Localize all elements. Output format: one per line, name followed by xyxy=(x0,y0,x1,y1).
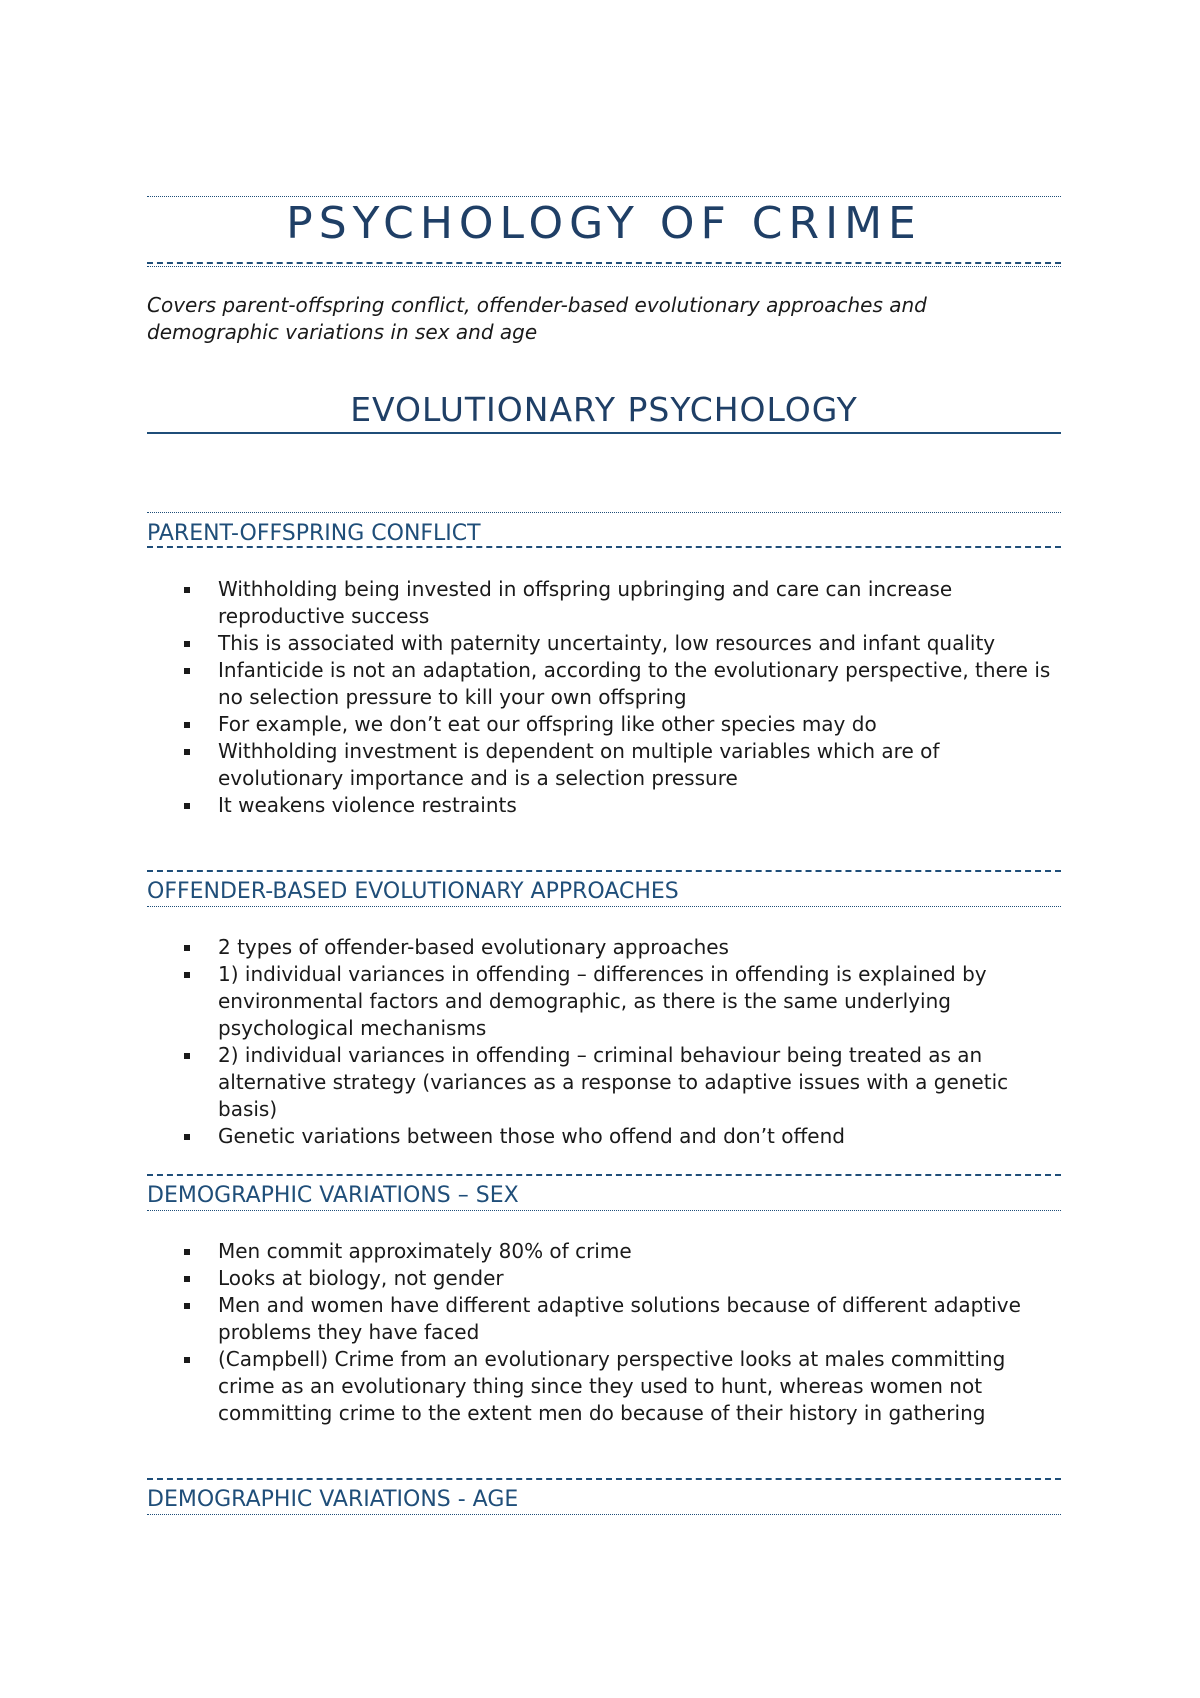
bullet-square-icon xyxy=(184,1303,190,1309)
section-bottom-rule xyxy=(147,546,1061,548)
document-subtitle: Covers parent-offspring conflict, offender-based evolutionary approaches and demographic variations in sex and age xyxy=(147,293,927,344)
bullet-square-icon xyxy=(184,1134,190,1140)
bullet-square-icon xyxy=(184,945,190,951)
bullet-square-icon xyxy=(184,749,190,755)
list-item-text: 2) individual variances in offending – criminal behaviour being treated as an alternative strategy (variances as a response to adaptive issues with a genetic basis) xyxy=(218,1043,1009,1121)
list-item-text: Men and women have different adaptive solutions because of different adaptive problems they have faced xyxy=(218,1293,1021,1344)
section-parent-offspring-conflict xyxy=(147,512,1061,819)
list-item xyxy=(147,1123,1061,1150)
list-item xyxy=(147,711,1061,738)
list-item-text: This is associated with paternity uncertainty, low resources and infant quality xyxy=(218,631,996,655)
section-top-rule xyxy=(147,512,1061,513)
list-item xyxy=(147,738,1061,792)
list-item-text: 2 types of offender-based evolutionary approaches xyxy=(218,935,729,959)
bullet-square-icon xyxy=(184,1249,190,1255)
section-heading-block xyxy=(147,512,1061,552)
bullet-square-icon xyxy=(184,668,190,674)
list-item xyxy=(147,1265,1061,1292)
section-top-rule xyxy=(147,870,1061,872)
bullet-square-icon xyxy=(184,641,190,647)
document-title: PSYCHOLOGY OF CRIME xyxy=(286,198,922,249)
section-top-rule xyxy=(147,1478,1061,1480)
list-item-text: Withholding investment is dependent on multiple variables which are of evolutionary importance and is a selection pressure xyxy=(218,739,940,790)
bullet-square-icon xyxy=(184,1357,190,1363)
main-heading-rule xyxy=(147,432,1061,434)
list-item-text: Infanticide is not an adaptation, according to the evolutionary perspective, there is no selection pressure to kill your own offspring xyxy=(218,658,1051,709)
list-item-text: Withholding being invested in offspring upbringing and care can increase reproductive success xyxy=(218,577,953,628)
section-heading: OFFENDER-BASED EVOLUTIONARY APPROACHES xyxy=(147,879,679,904)
section-heading-block xyxy=(147,1478,1061,1518)
list-item xyxy=(147,630,1061,657)
section-demographic-sex xyxy=(147,1174,1061,1427)
list-item-text: 1) individual variances in offending – differences in offending is explained by environmental factors and demographic, as there is the same underlying psychological mechanisms xyxy=(218,962,987,1040)
bullet-list xyxy=(147,576,1061,819)
bullet-square-icon xyxy=(184,1276,190,1282)
list-item xyxy=(147,657,1061,711)
list-item xyxy=(147,961,1061,1042)
bullet-list xyxy=(147,934,1061,1150)
section-heading-block xyxy=(147,1174,1061,1214)
list-item xyxy=(147,1346,1061,1427)
list-item xyxy=(147,1292,1061,1346)
list-item-text: (Campbell) Crime from an evolutionary perspective looks at males committing crime as an evolutionary thing since they used to hunt, whereas women not committing crime to the extent men do because of their history in gathering xyxy=(218,1347,1006,1425)
list-item xyxy=(147,1238,1061,1265)
section-heading-block xyxy=(147,870,1061,910)
list-item xyxy=(147,1042,1061,1123)
bullet-square-icon xyxy=(184,1053,190,1059)
title-bottom-rule-dotted xyxy=(147,266,1061,267)
list-item-text: It weakens violence restraints xyxy=(218,793,517,817)
section-top-rule xyxy=(147,1174,1061,1176)
title-bottom-rule xyxy=(147,262,1061,264)
bullet-square-icon xyxy=(184,587,190,593)
section-heading: DEMOGRAPHIC VARIATIONS – SEX xyxy=(147,1183,519,1208)
section-heading: PARENT-OFFSPRING CONFLICT xyxy=(147,521,481,546)
section-heading: DEMOGRAPHIC VARIATIONS - AGE xyxy=(147,1487,519,1512)
section-bottom-rule xyxy=(147,1514,1061,1515)
list-item-text: Genetic variations between those who offend and don’t offend xyxy=(218,1124,845,1148)
list-item-text: Looks at biology, not gender xyxy=(218,1266,504,1290)
section-demographic-age xyxy=(147,1478,1061,1518)
bullet-square-icon xyxy=(184,972,190,978)
section-offender-based-approaches xyxy=(147,870,1061,1150)
section-bottom-rule xyxy=(147,906,1061,907)
list-item-text: Men commit approximately 80% of crime xyxy=(218,1239,632,1263)
bullet-square-icon xyxy=(184,803,190,809)
list-item-text: For example, we don’t eat our offspring like other species may do xyxy=(218,712,877,736)
list-item xyxy=(147,576,1061,630)
section-bottom-rule xyxy=(147,1210,1061,1211)
bullet-square-icon xyxy=(184,722,190,728)
bullet-list xyxy=(147,1238,1061,1427)
list-item xyxy=(147,934,1061,961)
list-item xyxy=(147,792,1061,819)
main-heading: EVOLUTIONARY PSYCHOLOGY xyxy=(350,390,858,429)
